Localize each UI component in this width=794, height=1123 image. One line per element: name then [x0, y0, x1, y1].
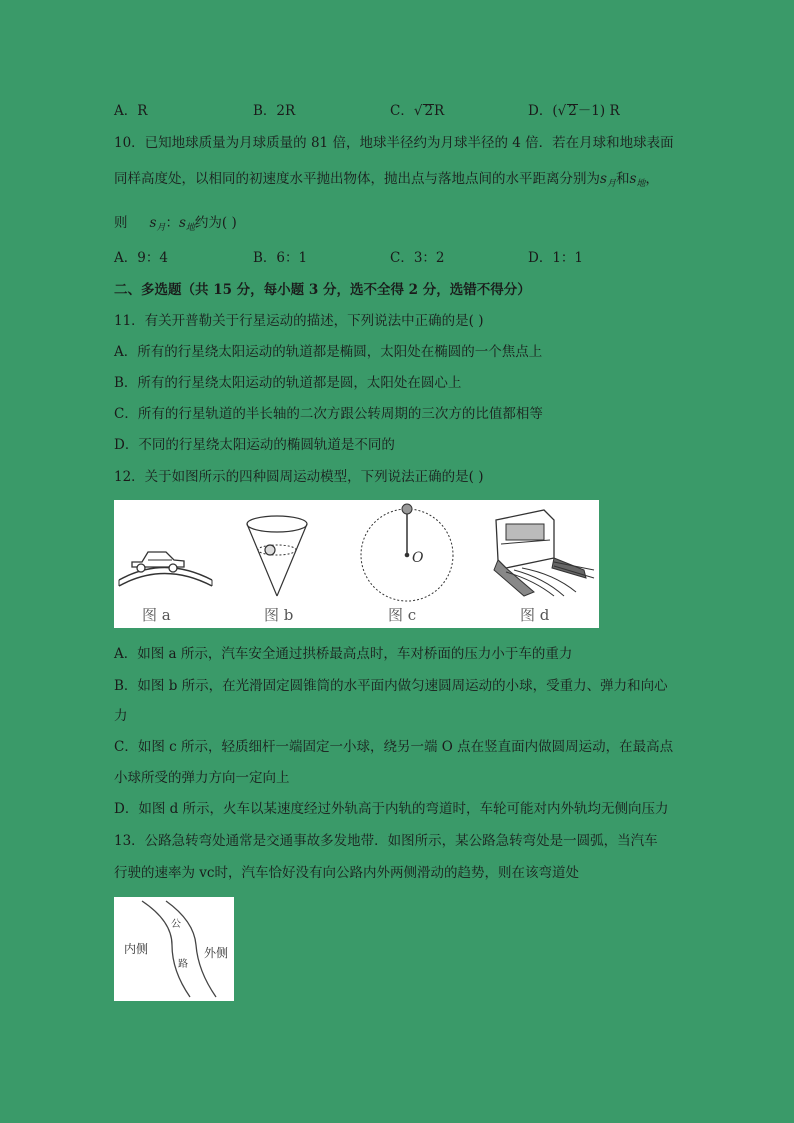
- q12-stem: 12．关于如图所示的四种圆周运动模型，下列说法正确的是( ): [114, 469, 484, 485]
- four-models-figure: [114, 500, 599, 628]
- q10-option-d: D．1：1: [528, 250, 584, 266]
- q11-option-c: C．所有的行星轨道的半长轴的二次方跟公转周期的三次方的比值都相等: [114, 406, 543, 422]
- inner-side-label: 内侧: [124, 942, 149, 956]
- q9-option-b: B．2R: [253, 103, 296, 119]
- q10-line-2: 同样高度处，以相同的初速度水平抛出物体，抛出点与落地点间的水平距离分别为$s_月$和$s_地$，: [114, 171, 659, 189]
- section-heading: 二、多选题（共 15 分，每小题 3 分，选不全得 2 分，选错不得分）: [114, 282, 531, 298]
- and-word: 和: [615, 171, 630, 187]
- outer-side-label: 外侧: [204, 946, 229, 960]
- q9-option-d-prefix: D．(: [528, 103, 558, 119]
- q12-option-d: D．如图 d 所示，火车以某速度经过外轨高于内轨的弯道时，车轮可能对内外轨均无侧向压力: [114, 801, 669, 817]
- bridge-car-drawing: [119, 552, 212, 586]
- road-label-2: 路: [178, 959, 188, 970]
- q9-option-d-root: 2: [568, 103, 577, 119]
- q9-option-c-suffix: R: [434, 103, 445, 119]
- train-drawing: [494, 510, 594, 596]
- vertical-circle-drawing: [361, 504, 453, 601]
- q10-option-c: C．3：2: [390, 250, 445, 266]
- q11-stem: 11．有关开普勒关于行星运动的描述，下列说法中正确的是( ): [114, 313, 484, 329]
- figure-d-label: 图 d: [520, 606, 550, 624]
- q11-option-a: A．所有的行星绕太阳运动的轨道都是椭圆，太阳处在椭圆的一个焦点上: [114, 344, 543, 360]
- s-moon: $s_月$: [600, 171, 616, 189]
- q10-line-3: 则 $s_月$：$s_地$约为( ): [114, 215, 237, 233]
- figure-a-label: 图 a: [142, 606, 171, 624]
- q9-option-a: A．R: [114, 103, 148, 119]
- q12-option-a: A．如图 a 所示，汽车安全通过拱桥最高点时，车对桥面的压力小于车的重力: [114, 646, 573, 662]
- ratio-s-moon: $s_月$: [149, 215, 166, 233]
- q9-option-d-suffix: －1) R: [577, 103, 620, 119]
- q9-option-d: D．(√ 2－1) R: [528, 103, 620, 119]
- q12-option-c-line-1: C．如图 c 所示，轻质细杆一端固定一小球，绕另一端 O 点在竖直面内做圆周运动，在最高点: [114, 739, 674, 755]
- q12-option-b-line-1: B．如图 b 所示，在光滑固定圆锥筒的水平面内做匀速圆周运动的小球，受重力、弹力和向心: [114, 678, 668, 694]
- figure-c-label: 图 c: [388, 606, 417, 624]
- q12-option-c-line-2: 小球所受的弹力方向一定向上: [114, 770, 290, 786]
- q9-option-c-prefix: C．: [390, 103, 414, 119]
- q10-option-b: B．6：1: [253, 250, 308, 266]
- q10-line-2-text: 同样高度处，以相同的初速度水平抛出物体，抛出点与落地点间的水平距离分别为: [114, 171, 600, 187]
- s-earth: $s_地$: [629, 171, 646, 189]
- q10-option-a: A．9：4: [114, 250, 168, 266]
- center-label-o: O: [412, 550, 424, 566]
- curve-road-figure: [114, 897, 234, 1001]
- ratio-s-earth: $s_地$: [178, 215, 195, 233]
- q11-option-b: B．所有的行星绕太阳运动的轨道都是圆，太阳处在圆心上: [114, 375, 462, 391]
- q10-line-1: 10．已知地球质量为月球质量的 81 倍，地球半径约为月球半径的 4 倍．若在月球和地球表面: [114, 135, 674, 151]
- cone-ball-drawing: [247, 516, 307, 596]
- q12-option-b-line-2: 力: [114, 708, 128, 724]
- q13-line-2: 行驶的速率为 vc时，汽车恰好没有向公路内外两侧滑动的趋势，则在该弯道处: [114, 865, 579, 881]
- road-label-1: 公: [171, 919, 181, 930]
- q13-line-1: 13．公路急转弯处通常是交通事故多发地带．如图所示，某公路急转弯处是一圆弧，当汽车: [114, 833, 658, 849]
- q9-option-c: C．√ 2R: [390, 103, 445, 119]
- q9-option-c-root: 2: [424, 103, 434, 119]
- q11-option-d: D．不同的行星绕太阳运动的椭圆轨道是不同的: [114, 437, 395, 453]
- figure-b-label: 图 b: [264, 606, 294, 624]
